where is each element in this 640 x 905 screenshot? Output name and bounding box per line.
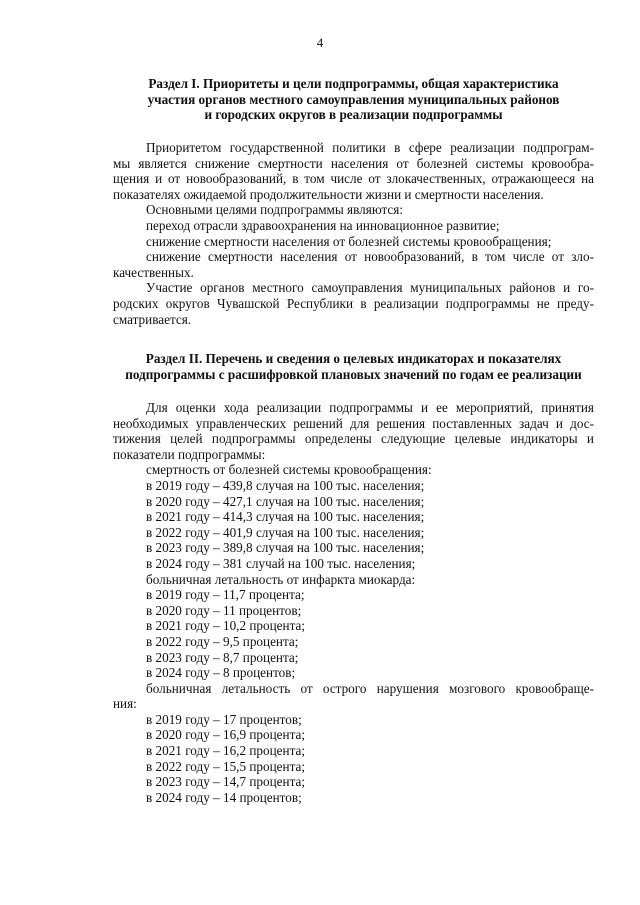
indicator-row: в 2019 году – 11,7 процента;: [146, 587, 305, 603]
indicator-row: в 2024 году – 14 процентов;: [146, 789, 302, 805]
paragraph-line: Участие органов местного самоуправления муниципальных районов и го-: [146, 280, 594, 296]
indicator-row: в 2022 году – 15,5 процента;: [146, 758, 306, 774]
paragraph-line: Приоритетом государственной политики в сфере реализации подпрограм-: [146, 140, 594, 155]
goal-item: качественных.: [113, 264, 194, 280]
indicator-label: больничная летальность от инфаркта миокарда:: [146, 571, 416, 587]
paragraph-line: родских округов Чувашской Республики в реализации подпрограммы не преду-: [113, 295, 594, 311]
indicator-row: в 2023 году – 14,7 процента;: [146, 774, 306, 790]
paragraph-line: показатели подпрограммы:: [113, 446, 266, 462]
indicator-row: в 2024 году – 8 процентов;: [146, 665, 296, 681]
indicator-row: в 2020 году – 427,1 случая на 100 тыс. населения;: [146, 493, 425, 509]
indicator-row: в 2020 году – 11 процентов;: [146, 602, 302, 618]
indicator-row: в 2020 году – 16,9 процента;: [146, 727, 306, 743]
paragraph-line: необходимых управленческих решений для решения поставленных задач и дос-: [113, 415, 594, 431]
indicator-row: в 2021 году – 16,2 процента;: [146, 743, 306, 759]
indicator-row: в 2019 году – 17 процентов;: [146, 711, 302, 727]
paragraph-line: тижения целей подпрограммы определены следующие целевые индикаторы и: [113, 431, 594, 447]
goal-item: снижение смертности населения от новообразований, в том числе от зло-: [146, 249, 594, 265]
goal-item: переход отрасли здравоохранения на инновационное развитие;: [146, 217, 500, 233]
section2-body: [113, 400, 594, 805]
indicator-row: в 2024 году – 381 случай на 100 тыс. населения;: [146, 555, 416, 571]
section2-heading: [113, 351, 594, 382]
indicator-label: смертность от болезней системы кровообращения:: [146, 462, 432, 478]
indicator-row: в 2021 году – 414,3 случая на 100 тыс. населения;: [146, 509, 425, 525]
indicator-row: в 2023 году – 8,7 процента;: [146, 649, 299, 665]
paragraph-line: Основными целями подпрограммы являются:: [146, 202, 404, 218]
paragraph-line: Для оценки хода реализации подпрограммы и ее мероприятий, принятия: [146, 400, 594, 415]
indicator-row: в 2022 году – 401,9 случая на 100 тыс. населения;: [146, 524, 425, 540]
indicator-row: в 2023 году – 389,8 случая на 100 тыс. населения;: [146, 540, 425, 556]
paragraph-line: сматривается.: [113, 311, 192, 327]
heading-line: Раздел II. Перечень и сведения о целевых индикаторах и показателях: [145, 351, 562, 366]
indicator-row: в 2021 году – 10,2 процента;: [146, 618, 306, 634]
heading-line: Раздел I. Приоритеты и цели подпрограммы, общая характеристика: [148, 76, 559, 91]
heading-line: и городских округов в реализации подпрограммы: [204, 107, 503, 123]
goal-item: снижение смертности населения от болезней системы кровообращения;: [146, 233, 552, 249]
indicator-label: ния:: [113, 696, 137, 712]
indicator-label: больничная летальность от острого нарушения мозгового кровообраще-: [146, 680, 594, 696]
indicator-row: в 2019 году – 439,8 случая на 100 тыс. населения;: [146, 477, 425, 493]
heading-line: подпрограммы с расшифровкой плановых значений по годам ее реализации: [125, 366, 582, 382]
indicator-row: в 2022 году – 9,5 процента;: [146, 633, 299, 649]
paragraph-line: щения и от новообразований, в том числе от злокачественных, отражающееся на: [113, 171, 594, 187]
section1-body: [113, 140, 594, 327]
paragraph-line: мы является снижение смертности населения от болезней системы кровообра-: [113, 155, 594, 171]
paragraph-line: показателях ожидаемой продолжительности жизни и смертности населения.: [113, 186, 544, 202]
heading-line: участия органов местного самоуправления муниципальных районов: [147, 91, 560, 107]
page-number: 4: [316, 35, 324, 50]
section1-heading: [113, 76, 594, 123]
